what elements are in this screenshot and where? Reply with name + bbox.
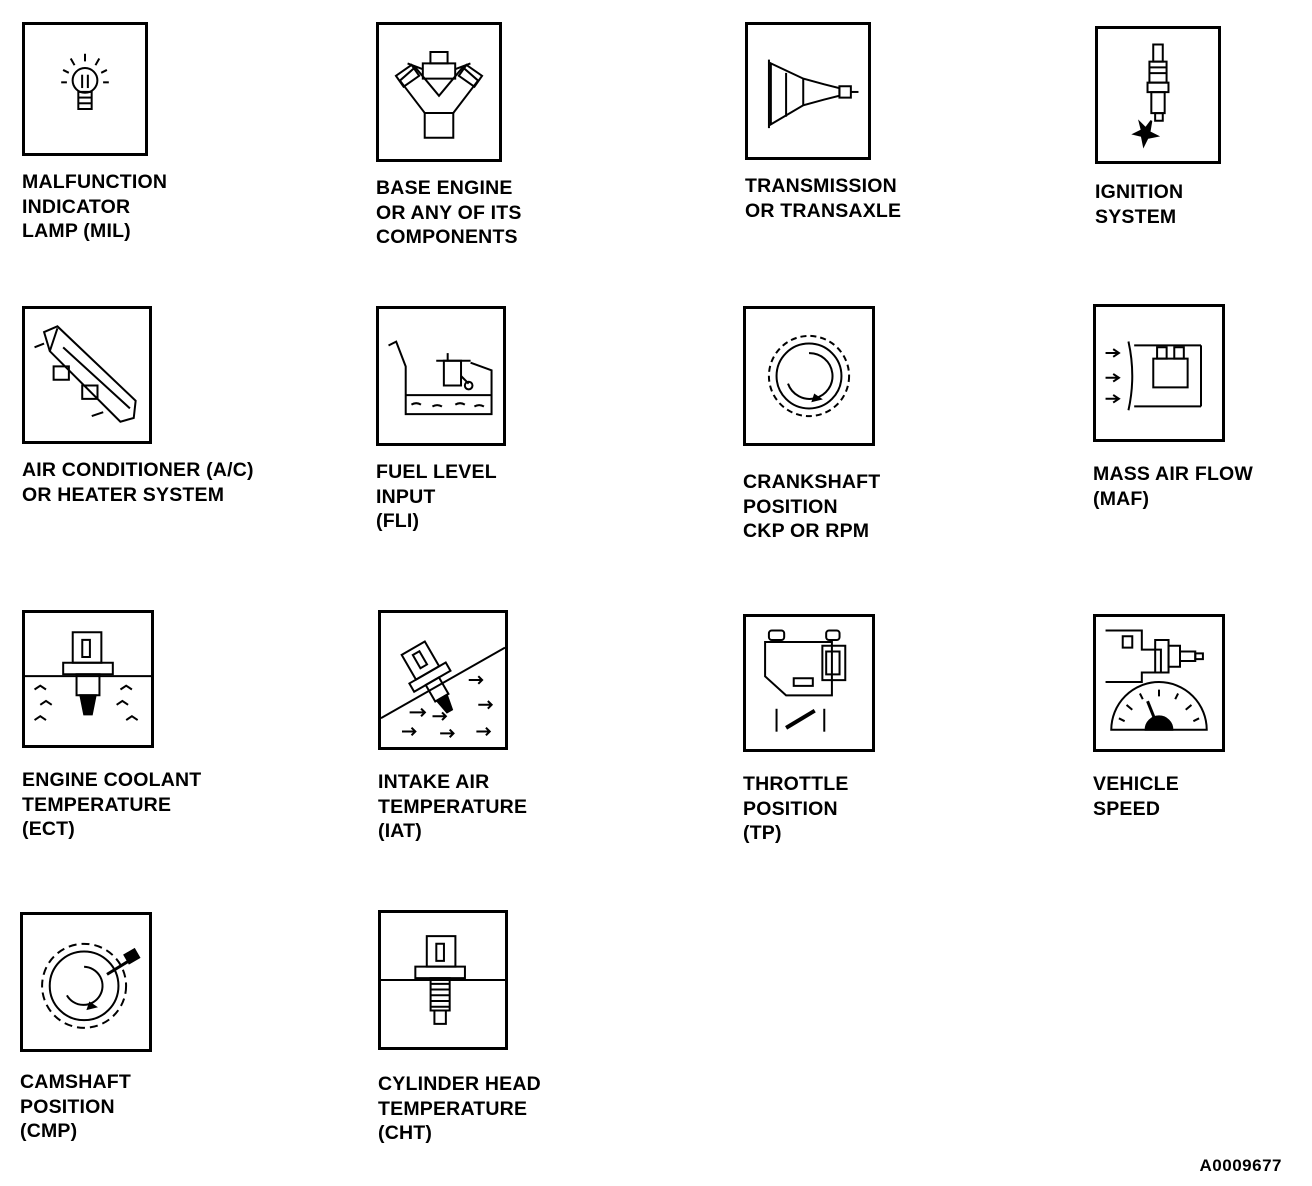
label-line: OR HEATER SYSTEM — [22, 483, 225, 506]
symbol-label — [378, 1072, 541, 1146]
label-line: CYLINDER HEAD — [378, 1073, 541, 1095]
ac-heater-icon — [22, 306, 152, 444]
symbol-label — [1095, 180, 1221, 229]
symbol-transmission — [745, 22, 901, 223]
symbol-ect — [22, 610, 201, 842]
symbol-mil — [22, 22, 167, 244]
label-line: CKP OR RPM — [743, 520, 870, 542]
label-line: (CHT) — [378, 1122, 433, 1144]
symbol-label — [745, 174, 901, 223]
coolant-sensor-icon — [22, 610, 154, 748]
label-line: POSITION — [743, 495, 838, 518]
symbol-label — [743, 772, 875, 846]
symbol-label — [1093, 772, 1225, 821]
symbol-maf — [1093, 304, 1253, 511]
label-line: SYSTEM — [1095, 205, 1177, 228]
camshaft-wheel-icon — [20, 912, 152, 1052]
lamp-icon — [22, 22, 148, 156]
symbol-cht — [378, 910, 541, 1146]
symbol-tp — [743, 614, 875, 846]
symbol-ckp — [743, 306, 880, 544]
fuel-tank-icon — [376, 306, 506, 446]
label-line: TEMPERATURE — [378, 1097, 528, 1120]
label-line: OR ANY OF ITS — [376, 201, 522, 224]
label-line: (ECT) — [22, 818, 75, 840]
label-line: (IAT) — [378, 820, 422, 842]
label-line: POSITION — [20, 1095, 115, 1118]
label-line: COMPONENTS — [376, 226, 518, 248]
label-line: VEHICLE — [1093, 773, 1179, 795]
cylinder-head-sensor-icon — [378, 910, 508, 1050]
label-line: SPEED — [1093, 797, 1161, 820]
symbol-label — [376, 176, 522, 250]
label-line: MALFUNCTION — [22, 171, 168, 193]
symbol-ignition — [1095, 26, 1221, 229]
symbol-label — [22, 170, 167, 244]
label-line: POSITION — [743, 797, 838, 820]
label-line: INTAKE AIR — [378, 771, 490, 793]
symbol-iat — [378, 610, 527, 844]
label-line: TRANSMISSION — [745, 175, 897, 197]
speedometer-icon — [1093, 614, 1225, 752]
label-line: TEMPERATURE — [22, 793, 172, 816]
crankshaft-wheel-icon — [743, 306, 875, 446]
label-line: INPUT — [376, 485, 436, 508]
symbol-vss — [1093, 614, 1225, 821]
label-line: LAMP (MIL) — [22, 220, 131, 242]
symbol-label — [20, 1070, 152, 1144]
mass-air-flow-icon — [1093, 304, 1225, 442]
label-line: OR TRANSAXLE — [745, 199, 902, 222]
label-line: BASE ENGINE — [376, 177, 513, 199]
label-line: (MAF) — [1093, 487, 1150, 510]
label-line: CAMSHAFT — [20, 1071, 132, 1093]
symbol-label — [376, 460, 506, 534]
label-line: (TP) — [743, 822, 782, 844]
symbol-label — [22, 458, 254, 507]
label-line: INDICATOR — [22, 195, 131, 218]
label-line: IGNITION — [1095, 181, 1184, 203]
throttle-sensor-icon — [743, 614, 875, 752]
symbol-label — [743, 470, 880, 544]
intake-air-sensor-icon — [378, 610, 508, 750]
symbol-label — [378, 770, 527, 844]
spark-plug-icon — [1095, 26, 1221, 164]
label-line: AIR CONDITIONER (A/C) — [22, 459, 254, 481]
label-line: (FLI) — [376, 510, 420, 532]
symbol-fli — [376, 306, 506, 534]
symbol-label — [1093, 462, 1253, 511]
label-line: CRANKSHAFT — [743, 471, 881, 493]
transmission-icon — [745, 22, 871, 160]
reference-code: A0009677 — [1199, 1156, 1282, 1175]
label-line: (CMP) — [20, 1120, 78, 1142]
label-line: THROTTLE — [743, 773, 849, 795]
symbol-base-engine — [376, 22, 522, 250]
symbol-ac-heater — [22, 306, 254, 507]
symbol-label — [22, 768, 201, 842]
symbol-cmp — [20, 912, 152, 1144]
label-line: ENGINE COOLANT — [22, 769, 202, 791]
label-line: FUEL LEVEL — [376, 461, 497, 483]
label-line: MASS AIR FLOW — [1093, 463, 1254, 485]
engine-icon — [376, 22, 502, 162]
label-line: TEMPERATURE — [378, 795, 528, 818]
